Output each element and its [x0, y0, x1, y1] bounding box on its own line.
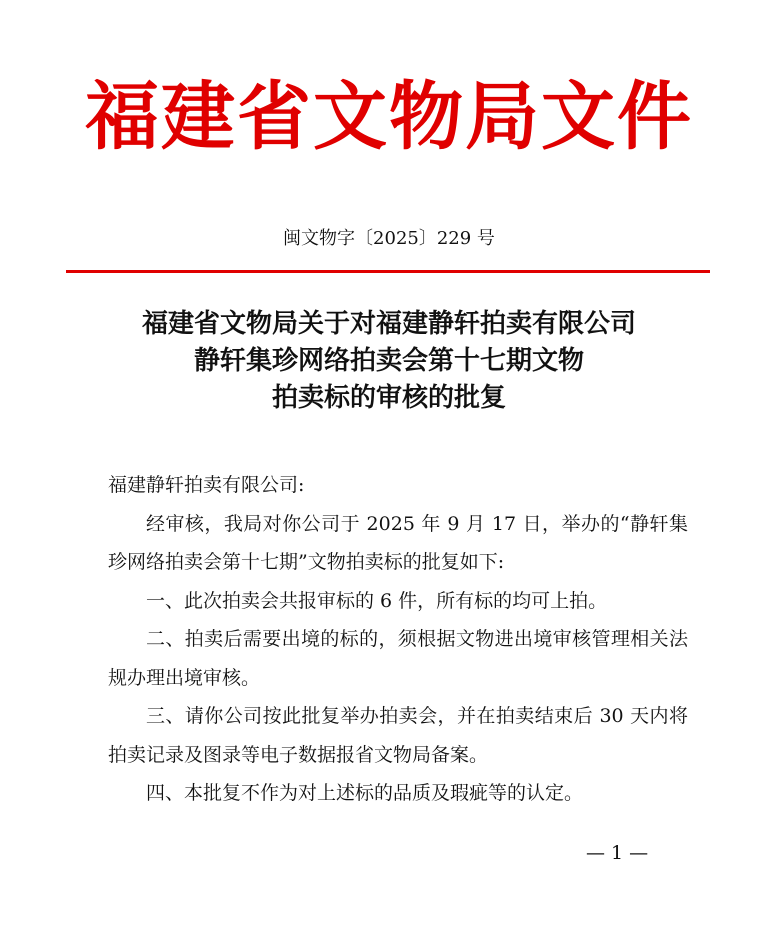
page-number: — 1 — [586, 842, 649, 864]
body-paragraph-intro: 经审核，我局对你公司于 2025 年 9 月 17 日，举办的“静轩集珍网络拍卖会第十七期”文物拍卖标的批复如下: [108, 512, 688, 573]
salutation: 福建静轩拍卖有限公司: [108, 474, 305, 496]
document-title-line-1: 福建省文物局关于对福建静轩拍卖有限公司 [141, 309, 636, 339]
agency-header-title: 福建省文物局文件 [85, 74, 693, 160]
body-paragraph-item-3: 三、请你公司按此批复举办拍卖会，并在拍卖结束后 30 天内将拍卖记录及图录等电子数据报省文物局备案。 [108, 705, 688, 766]
body-paragraph-item-2: 二、拍卖后需要出境的标的，须根据文物进出境审核管理相关法规办理出境审核。 [108, 628, 688, 689]
red-divider-line [66, 270, 710, 273]
body-paragraph-item-4: 四、本批复不作为对上述标的品质及瑕疵等的认定。 [146, 782, 584, 804]
document-body [108, 466, 688, 813]
document-number: 闽文物字〔2025〕229 号 [283, 228, 495, 249]
document-title [0, 306, 778, 417]
document-title-line-3: 拍卖标的审核的批复 [271, 383, 506, 413]
document-title-line-2: 静轩集珍网络拍卖会第十七期文物 [193, 346, 584, 376]
body-paragraph-item-1: 一、此次拍卖会共报审标的 6 件，所有标的均可上拍。 [146, 589, 608, 612]
